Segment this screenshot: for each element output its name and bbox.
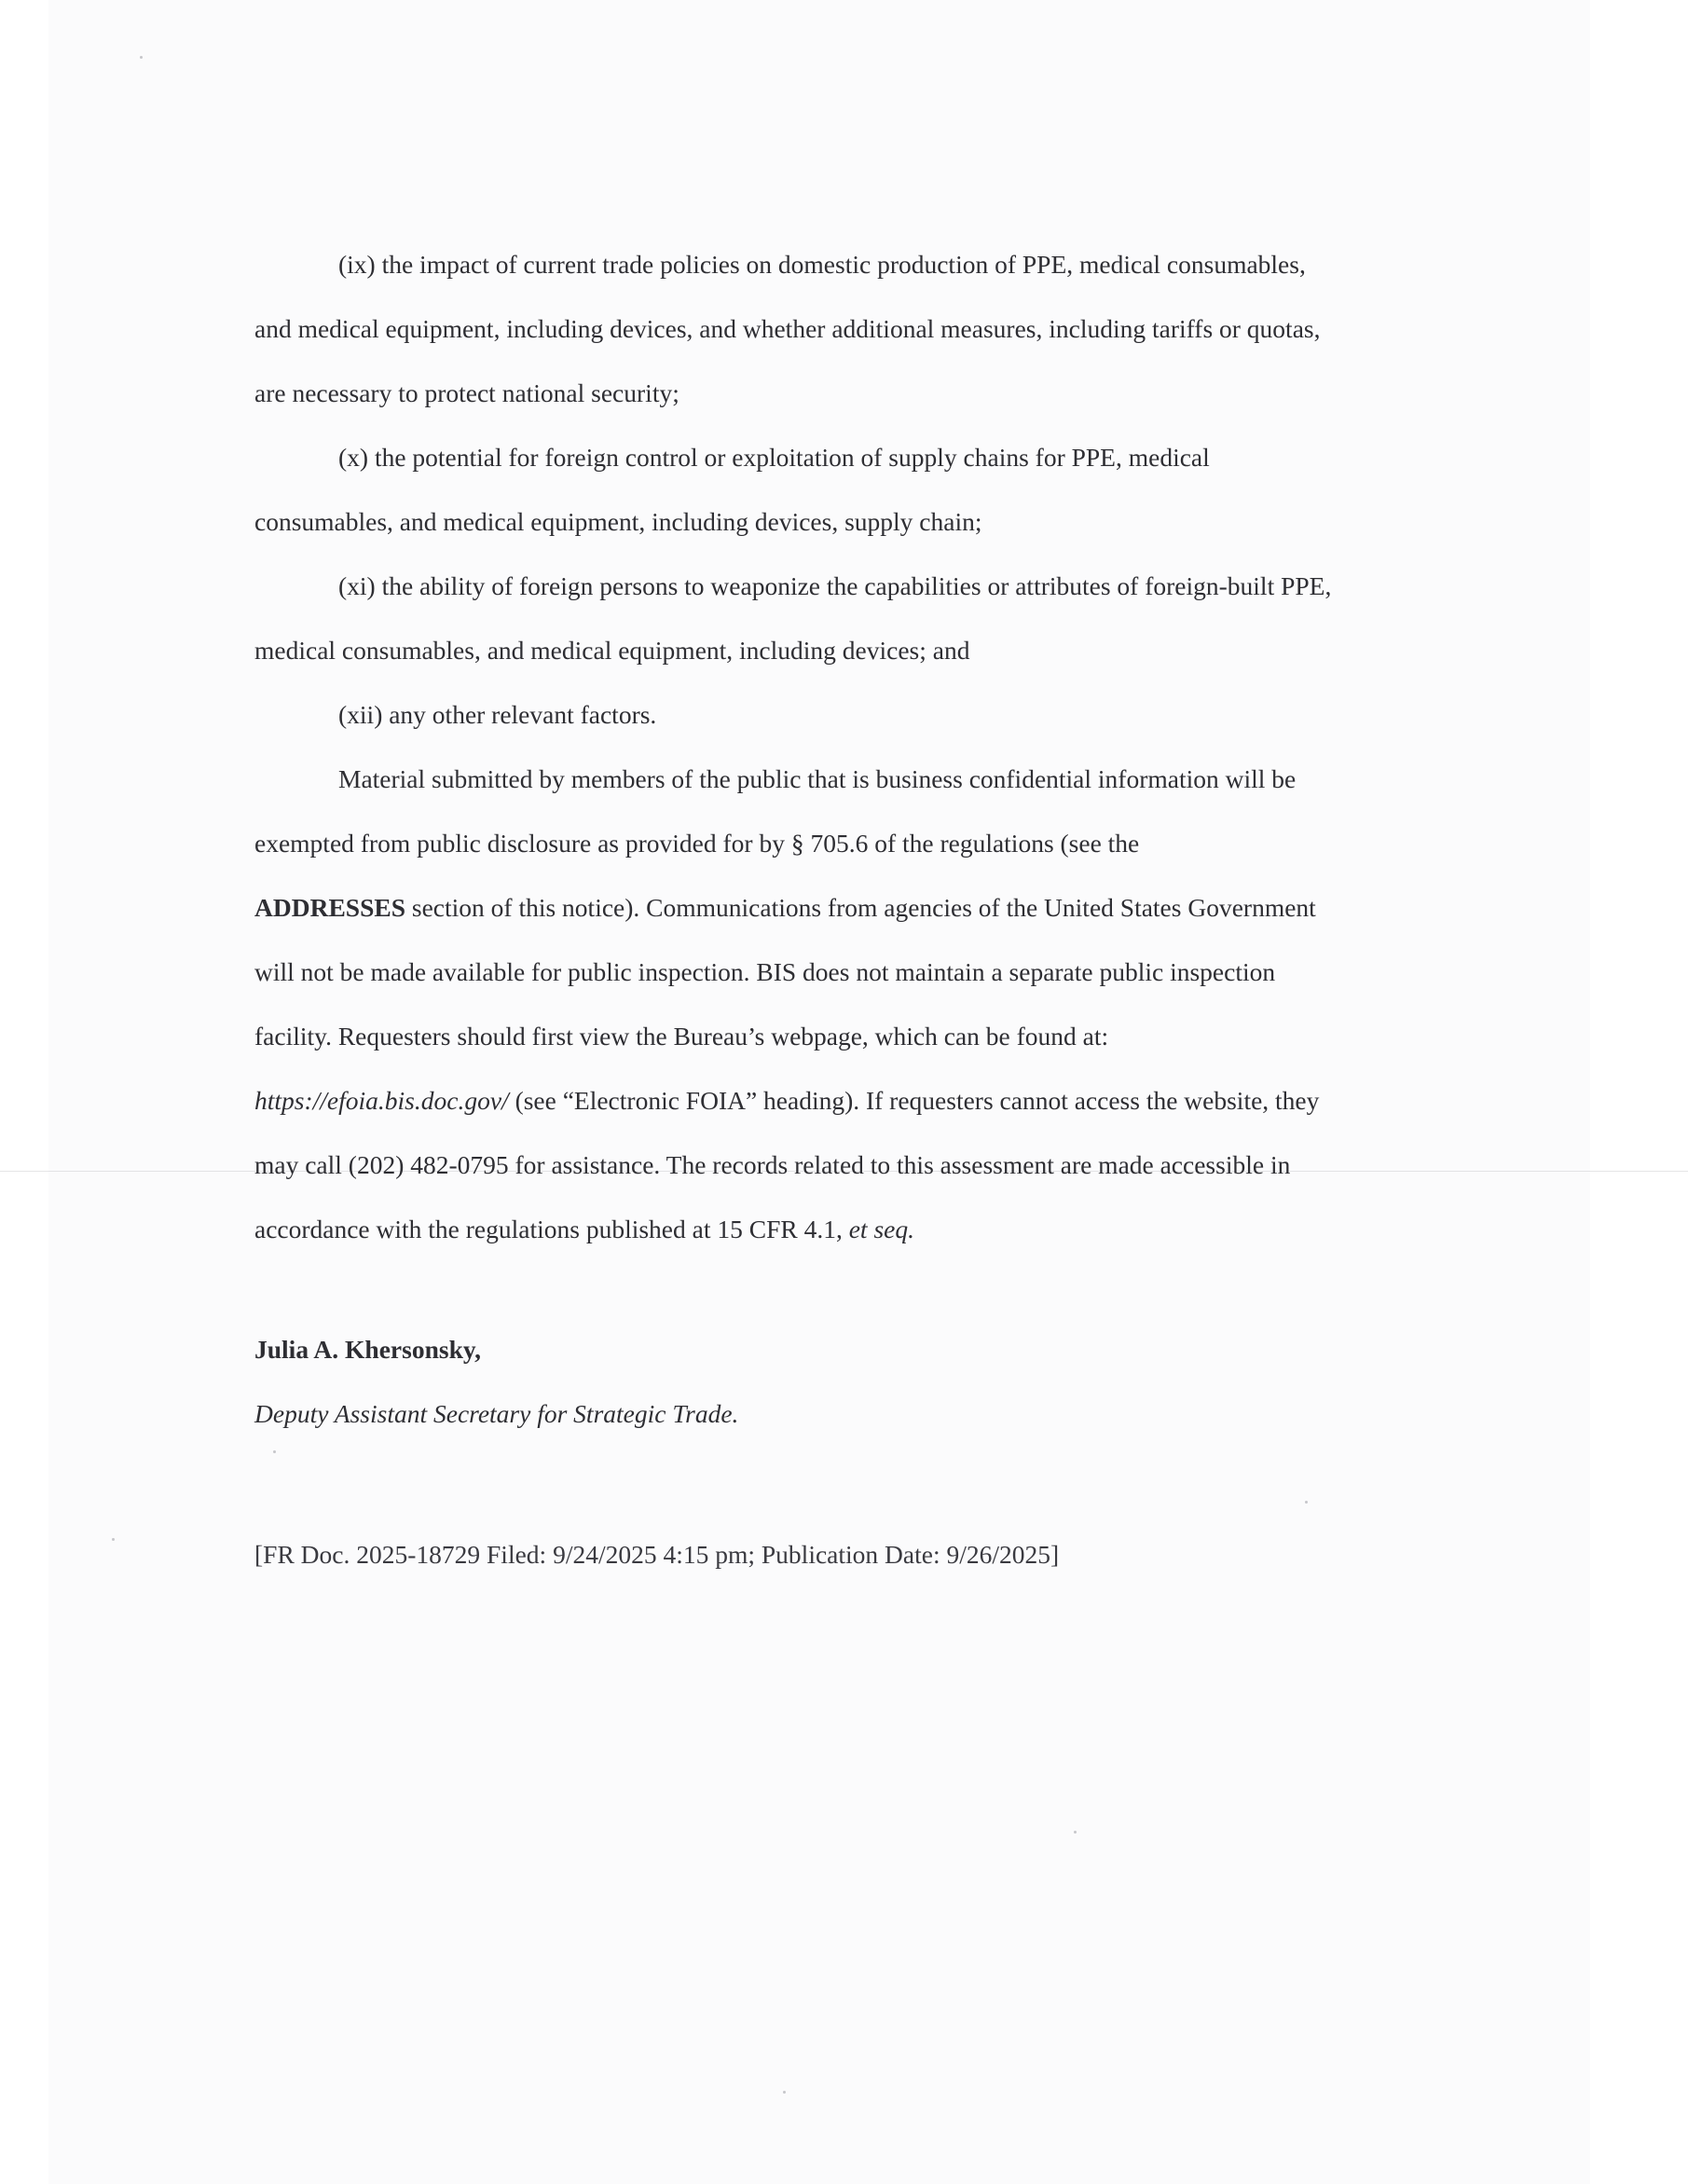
scan-speck <box>112 1538 115 1541</box>
list-item-ix: (ix) the impact of current trade policies on domestic production of PPE, medical consumables, and medical equipment, including devices, and whether additional measures, including tariffs or quotas, are necessary to protect national security; <box>254 250 1321 407</box>
list-item-x: (x) the potential for foreign control or exploitation of supply chains for PPE, medical consumables, and medical equipment, including devices, supply chain; <box>254 443 1210 536</box>
list-item-xi: (xi) the ability of foreign persons to weaponize the capabilities or attributes of foreign-built PPE, medical consumables, and medical equipment, including devices; and <box>254 571 1332 665</box>
scan-speck <box>783 2091 786 2094</box>
scan-speck <box>140 56 143 59</box>
scan-speck <box>1074 1831 1077 1834</box>
page-margin-right <box>1590 0 1688 2184</box>
et-seq: et seq. <box>848 1215 914 1243</box>
efoia-url: https://efoia.bis.doc.gov/ <box>254 1086 509 1115</box>
confidential-text-part1: Material submitted by members of the public that is business confidential information will be exempted from public disclosure as provided for by § 705.6 of the regulations (see the <box>254 764 1297 858</box>
confidential-text-part2: section of this notice). Communications from agencies of the United States Government will not be made available for public inspection. BIS does not maintain a separate public inspection facility. Requesters should first view the Bureau’s webpage, which can be found at: <box>254 893 1316 1051</box>
confidential-info-paragraph <box>254 747 1345 1261</box>
scan-speck <box>273 1450 276 1453</box>
signatory-name: Julia A. Khersonsky, <box>254 1335 481 1364</box>
confidential-text-part3: (see “Electronic FOIA” heading). If requesters cannot access the website, they may call (202) 482-0795 for assistance. The records related to this assessment are made accessible in accordance with the regulations published at 15 CFR 4.1, <box>254 1086 1320 1243</box>
document-body <box>254 232 1345 1261</box>
scan-speck <box>1305 1501 1308 1504</box>
addresses-label: ADDRESSES <box>254 893 406 922</box>
signatory-title: Deputy Assistant Secretary for Strategic Trade. <box>254 1399 739 1428</box>
signature-block <box>254 1317 738 1446</box>
fr-doc-citation: [FR Doc. 2025-18729 Filed: 9/24/2025 4:15 pm; Publication Date: 9/26/2025] <box>254 1540 1060 1569</box>
list-item-xii: (xii) any other relevant factors. <box>338 700 657 729</box>
